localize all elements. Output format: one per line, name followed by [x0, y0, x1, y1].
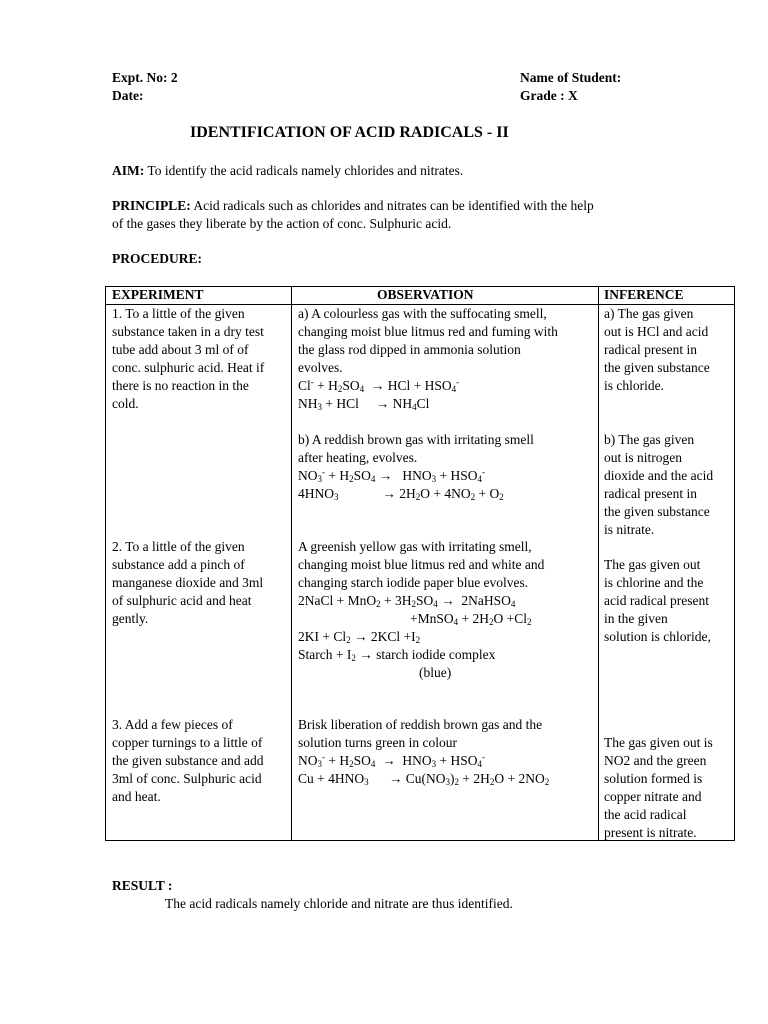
- experiment-2: 2. To a little of the given substance add a pinch of manganese dioxide and 3ml of sulphuric acid and heat gently.: [112, 539, 264, 626]
- table-column-divider-1: [291, 286, 292, 841]
- observation-1a: a) A colourless gas with the suffocating smell, changing moist blue litmus red and fuming with the glass rod dipped in ammonia solution evolves. $Cl^- + H_2SO_4$ → HCl + $HSO_4^-$ $NH_3$ + HCl → $NH_4Cl$: [298, 306, 558, 412]
- equation-ammonium-chloride: $NH_3$ + HCl → $NH_4Cl$: [298, 396, 430, 412]
- equation-nitrate-reaction-2: $NO_3^- + H_2SO_4 \to HNO_3 + HSO_4^-$: [298, 752, 486, 769]
- student-name-label: Name of Student:: [520, 70, 622, 85]
- inference-3: The gas given out is NO2 and the green solution formed is copper nitrate and the acid radical present is nitrate.: [604, 735, 713, 840]
- aim-text: To identify the acid radicals namely chlorides and nitrates.: [147, 163, 464, 178]
- principle-label: PRINCIPLE:: [112, 198, 191, 213]
- inference-1b: b) The gas given out is nitrogen dioxide and the acid radical present in the given substance is nitrate.: [604, 432, 714, 537]
- table-border-left: [105, 286, 106, 841]
- experiment-3: 3. Add a few pieces of copper turnings to a little of the given substance and add 3ml of conc. Sulphuric acid and heat.: [112, 717, 264, 804]
- result-label: RESULT :: [112, 878, 173, 893]
- principle-text-line2: of the gases they liberate by the action of conc. Sulphuric acid.: [112, 216, 452, 231]
- equation-mno2-products: +MnSO$_4$ + $2H_2O +Cl_2$: [410, 611, 532, 627]
- blue-complex-note: (blue): [419, 665, 452, 680]
- observation-1b: b) A reddish brown gas with irritating smell after heating, evolves. $NO_3^- + H_2SO_4 \to HNO_3 + HSO_4^-$ $4HNO_3$ → $2H_2O + 4NO_2 + O_2$: [298, 432, 534, 502]
- principle-section: [112, 198, 594, 214]
- inference-1a: a) The gas given out is HCl and acid radical present in the given substance is chloride.: [604, 306, 710, 393]
- equation-starch-iodide: Starch + $I_2$ → starch iodide complex: [298, 647, 496, 663]
- equation-nitric-decomposition: $4HNO_3$ → $2H_2O + 4NO_2 + O_2$: [298, 486, 504, 502]
- experiment-1: 1. To a little of the given substance taken in a dry test tube add about 3 ml of of conc. sulphuric acid. Heat if there is no reaction in the cold.: [112, 306, 265, 411]
- page-title: IDENTIFICATION OF ACID RADICALS - II: [190, 124, 509, 141]
- observation-2: A greenish yellow gas with irritating smell, changing moist blue litmus red and white and changing starch iodide paper blue evolves. 2NaCl + $MnO_2 + 3H_2SO_4$ → 2NaHSO$_4$ +MnSO$_4$ + $2H_2O +Cl_2$ $2KI + Cl_2 \to 2KCl +I_2$ Starch + $I_2$ → starch iodide complex (blue): [298, 539, 545, 680]
- header-observation: OBSERVATION: [377, 287, 474, 302]
- observation-3: Brisk liberation of reddish brown gas and the solution turns green in colour $NO_3^- + H_2SO_4 \to HNO_3 + HSO_4^-$ $Cu + 4HNO_3$ → $Cu(NO_3)_2 + 2H_2O + 2NO_2$: [298, 717, 550, 787]
- aim-section: [112, 163, 463, 179]
- date-label: Date:: [112, 88, 144, 103]
- equation-mno2-reaction: 2NaCl + $MnO_2 + 3H_2SO_4$ → 2NaHSO$_4$: [298, 593, 516, 609]
- table-border-right: [734, 286, 735, 841]
- equation-nitrate-reaction: $NO_3^- + H_2SO_4 \to HNO_3 + HSO_4^-$: [298, 467, 486, 484]
- experiment-number: Expt. No: 2: [112, 70, 178, 85]
- procedure-label: PROCEDURE:: [112, 251, 202, 266]
- header-inference: INFERENCE: [604, 287, 684, 302]
- aim-label: AIM:: [112, 163, 145, 178]
- grade-label: Grade : X: [520, 88, 578, 103]
- table-column-divider-2: [598, 286, 599, 841]
- principle-text-line1: Acid radicals such as chlorides and nitrates can be identified with the help: [193, 198, 594, 213]
- equation-copper-reaction: $Cu + 4HNO_3$ → $Cu(NO_3)_2 + 2H_2O + 2NO_2$: [298, 771, 550, 787]
- header-experiment: EXPERIMENT: [112, 287, 204, 302]
- inference-2: The gas given out is chlorine and the acid radical present in the given solution is chloride,: [604, 557, 711, 644]
- equation-iodide-reaction: $2KI + Cl_2 \to 2KCl +I_2$: [298, 629, 421, 645]
- result-text: The acid radicals namely chloride and nitrate are thus identified.: [165, 896, 513, 911]
- equation-chloride-reaction: $Cl^- + H_2SO_4$ → HCl + $HSO_4^-$: [298, 377, 460, 394]
